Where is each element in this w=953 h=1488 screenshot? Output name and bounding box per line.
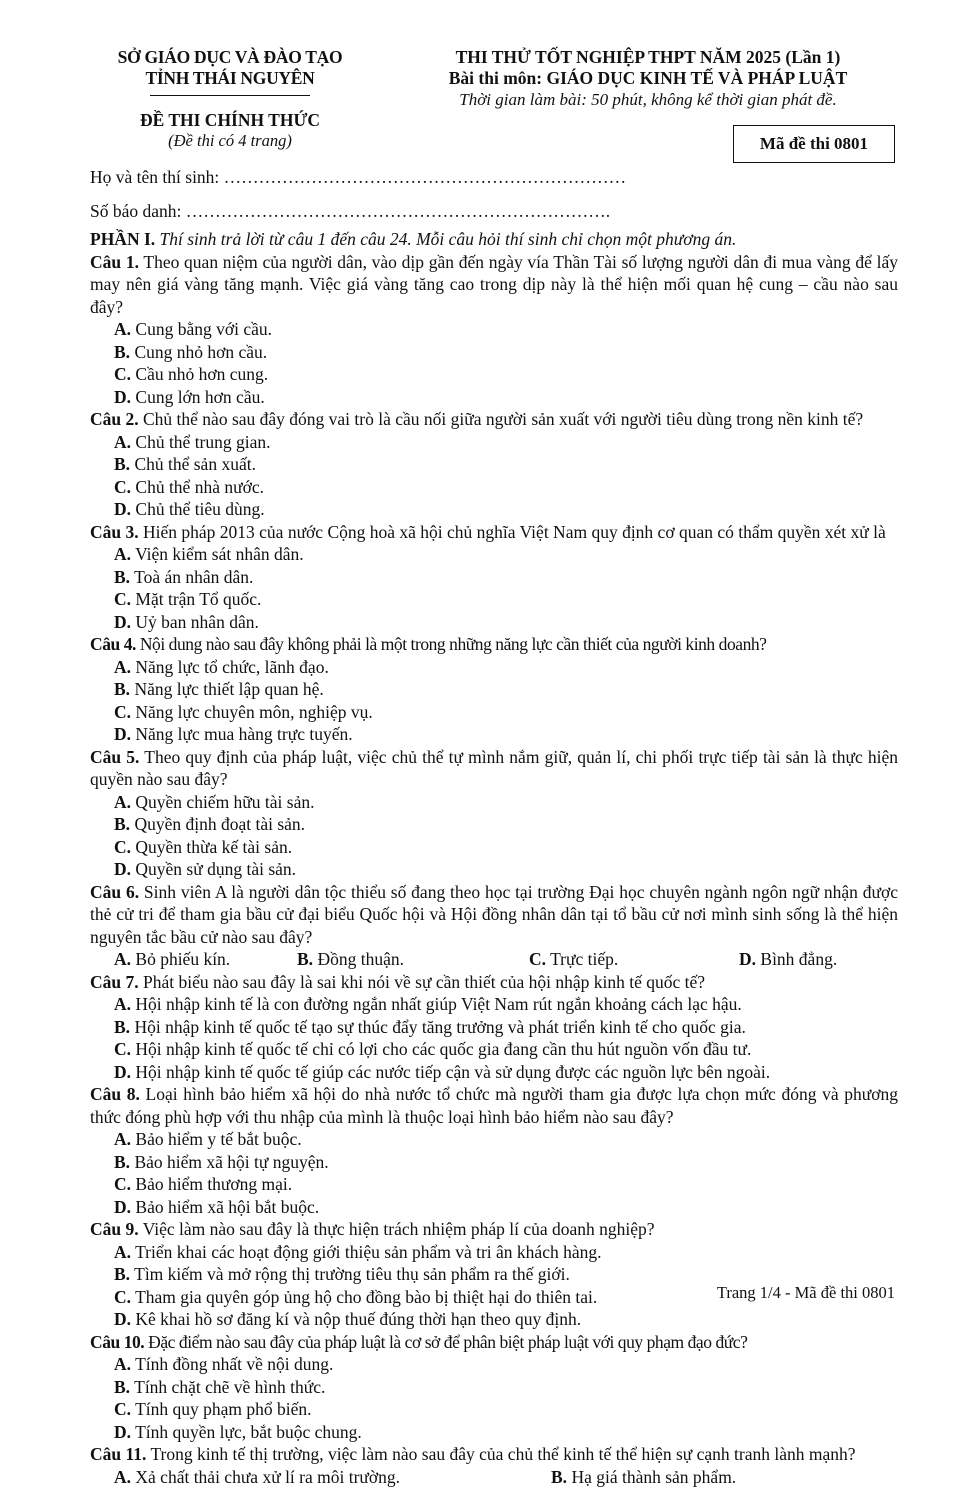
question-text: Loại hình bảo hiểm xã hội do nhà nước tổ chức mà người tham gia được lựa chọn mức đóng và phương thức đóng phù hợp với thu nhập của mình là thuộc loại hình bảo hiểm nào sau đây? [90,1084,898,1127]
option-b[interactable]: B. Tính chặt chẽ về hình thức. [114,1376,532,1399]
question-stem [90,633,898,656]
question-stem [90,1218,898,1241]
option-c[interactable]: C. Mặt trận Tổ quốc. [114,588,532,611]
question-number: Câu 10. [90,1332,144,1352]
option-list [90,1466,898,1488]
question-3 [90,521,898,634]
option-b[interactable]: B. Cung nhỏ hơn cầu. [114,341,532,364]
question-text: Sinh viên A là người dân tộc thiểu số đang theo học tại trường Đại học chuyên ngành ngôn ngữ nhận được thẻ cử tri để tham gia bầu cử đại biểu Quốc hội và Hội đồng nhân dân tại tổ bầu cử nơi mình sinh sống là thể hiện nguyên tắc bầu cử nào sau đây? [90,882,898,947]
option-b[interactable]: B. Tìm kiếm và mở rộng thị trường tiêu thụ sản phẩm ra thế giới. [114,1263,894,1286]
question-number: Câu 2. [90,409,139,429]
option-d[interactable]: D. Hội nhập kinh tế quốc tế giúp các nước tiếp cận và sử dụng được các nguồn lực bên ngoài. [114,1061,894,1084]
option-list [90,318,898,408]
option-c[interactable]: C. Tính quy phạm phổ biến. [114,1398,532,1421]
question-9 [90,1218,898,1331]
question-text: Chủ thể nào sau đây đóng vai trò là cầu nối giữa người sản xuất với người tiêu dùng trong nền kinh tế? [143,409,863,429]
question-text: Đặc điểm nào sau đây của pháp luật là cơ sở để phân biệt pháp luật với quy phạm đạo đức? [148,1332,747,1352]
option-a[interactable]: A. Xả chất thải chưa xử lí ra môi trường. [114,1466,551,1488]
option-b[interactable]: B. Đồng thuận. [297,948,529,971]
question-10 [90,1331,898,1444]
option-a[interactable]: A. Quyền chiếm hữu tài sản. [114,791,532,814]
exam-code-box [733,125,895,163]
question-text: Việc làm nào sau đây là thực hiện trách nhiệm pháp lí của doanh nghiệp? [143,1219,655,1239]
question-text: Hiến pháp 2013 của nước Cộng hoà xã hội chủ nghĩa Việt Nam quy định cơ quan có thẩm quyền xét xử là [143,522,886,542]
question-number: Câu 9. [90,1219,139,1239]
option-list [90,993,898,1083]
question-2 [90,408,898,521]
question-text: Nội dung nào sau đây không phải là một trong những năng lực cần thiết của người kinh doanh? [140,634,767,654]
option-list [90,948,898,971]
part-instruction: Thí sinh trả lời từ câu 1 đến câu 24. Mỗi câu hỏi thí sinh chỉ chọn một phương án. [160,229,737,249]
question-11 [90,1443,898,1488]
header-right [418,47,878,110]
question-8 [90,1083,898,1218]
question-stem [90,521,898,544]
question-number: Câu 3. [90,522,139,542]
option-b[interactable]: B. Toà án nhân dân. [114,566,532,589]
option-c[interactable]: C. Năng lực chuyên môn, nghiệp vụ. [114,701,532,724]
question-4 [90,633,898,746]
option-b[interactable]: B. Chủ thể sản xuất. [114,453,532,476]
question-stem [90,1331,898,1354]
option-list [90,656,898,746]
question-stem [90,746,898,791]
official-label: ĐỀ THI CHÍNH THỨC [96,110,364,131]
question-number: Câu 8. [90,1084,140,1104]
question-6 [90,881,898,971]
option-list [90,543,898,633]
question-stem [90,1083,898,1128]
question-5 [90,746,898,881]
option-a[interactable]: A. Hội nhập kinh tế là con đường ngắn nhất giúp Việt Nam rút ngắn khoảng cách lạc hậu. [114,993,894,1016]
question-number: Câu 5. [90,747,139,767]
option-list [90,1353,898,1443]
option-c[interactable]: C. Trực tiếp. [529,948,739,971]
page-footer: Trang 1/4 - Mã đề thi 0801 [717,1283,895,1303]
part-title: PHẦN I. [90,229,155,249]
option-list [90,431,898,521]
option-c[interactable]: C. Bảo hiểm thương mại. [114,1173,532,1196]
question-text: Trong kinh tế thị trường, việc làm nào sau đây của chủ thể kinh tế thể hiện sự cạnh tranh lành mạnh? [150,1444,855,1464]
question-1 [90,251,898,409]
option-list [90,791,898,881]
option-d[interactable]: D. Tính quyền lực, bắt buộc chung. [114,1421,532,1444]
option-c[interactable]: C. Quyền thừa kế tài sản. [114,836,532,859]
page-count: (Đề thi có 4 trang) [96,131,364,151]
option-b[interactable]: B. Bảo hiểm xã hội tự nguyện. [114,1151,532,1174]
option-b[interactable]: B. Năng lực thiết lập quan hệ. [114,678,532,701]
question-stem [90,971,898,994]
question-stem [90,1443,898,1466]
option-d[interactable]: D. Năng lực mua hàng trực tuyến. [114,723,532,746]
option-d[interactable]: D. Bình đẳng. [739,948,869,971]
question-number: Câu 11. [90,1444,146,1464]
option-a[interactable]: A. Chủ thể trung gian. [114,431,532,454]
option-a[interactable]: A. Triển khai các hoạt động giới thiệu sản phẩm và tri ân khách hàng. [114,1241,894,1264]
option-c[interactable]: C. Chủ thể nhà nước. [114,476,532,499]
question-7 [90,971,898,1084]
candidate-id-line: Số báo danh: ………………………………………………………………. [90,201,900,222]
question-stem [90,408,898,431]
question-stem [90,251,898,319]
option-a[interactable]: A. Viện kiểm sát nhân dân. [114,543,532,566]
question-text: Phát biểu nào sau đây là sai khi nói về sự cần thiết của hội nhập kinh tế quốc tế? [143,972,705,992]
option-b[interactable]: B. Hạ giá thành sản phẩm. [551,1466,736,1488]
question-number: Câu 4. [90,634,136,654]
option-b[interactable]: B. Quyền định đoạt tài sản. [114,813,532,836]
question-number: Câu 1. [90,252,139,272]
option-d[interactable]: D. Cung lớn hơn cầu. [114,386,532,409]
question-text: Theo quan niệm của người dân, vào dịp gần đến ngày vía Thần Tài số lượng người dân đi mua vàng để lấy may nên giá vàng tăng mạnh. Việc giá vàng tăng cao trong dịp này là thể hiện mối quan hệ cung – cầu nào sau đây? [90,252,898,317]
option-a[interactable]: A. Năng lực tổ chức, lãnh đạo. [114,656,532,679]
header-left [96,47,364,151]
option-d[interactable]: D. Chủ thể tiêu dùng. [114,498,532,521]
option-d[interactable]: D. Uỷ ban nhân dân. [114,611,532,634]
option-list [90,1128,898,1218]
option-d[interactable]: D. Quyền sử dụng tài sản. [114,858,532,881]
option-c[interactable]: C. Hội nhập kinh tế quốc tế chỉ có lợi cho các quốc gia đang cần thu hút nguồn vốn đầu tư. [114,1038,894,1061]
exam-title: THI THỬ TỐT NGHIỆP THPT NĂM 2025 (Lần 1) [418,47,878,68]
question-number: Câu 6. [90,882,139,902]
exam-subject: Bài thi môn: GIÁO DỤC KINH TẾ VÀ PHÁP LUẬT [418,68,878,89]
time-note: Thời gian làm bài: 50 phút, không kể thời gian phát đề. [418,89,878,110]
department-line-2: TỈNH THÁI NGUYÊN [96,68,364,89]
option-a[interactable]: A. Cung bằng với cầu. [114,318,532,341]
option-a[interactable]: A. Bỏ phiếu kín. [114,948,297,971]
option-d[interactable]: D. Bảo hiểm xã hội bắt buộc. [114,1196,532,1219]
question-text: Theo quy định của pháp luật, việc chủ thể tự mình nắm giữ, quản lí, chi phối trực tiếp tài sản là thực hiện quyền nào sau đây? [90,747,898,790]
header-divider [150,95,310,96]
candidate-name-line: Họ và tên thí sinh: …………………………………………………………… [90,167,900,188]
option-d[interactable]: D. Kê khai hồ sơ đăng kí và nộp thuế đúng thời hạn theo quy định. [114,1308,894,1331]
candidate-fields [90,167,900,222]
part-heading [90,228,898,251]
exam-code: Mã đề thi 0801 [760,134,868,154]
question-stem [90,881,898,949]
option-a[interactable]: A. Bảo hiểm y tế bắt buộc. [114,1128,532,1151]
option-a[interactable]: A. Tính đồng nhất về nội dung. [114,1353,532,1376]
option-c[interactable]: C. Tham gia quyên góp ủng hộ cho đồng bào bị thiệt hại do thiên tai. [114,1286,894,1309]
department-line-1: SỞ GIÁO DỤC VÀ ĐÀO TẠO [96,47,364,68]
question-number: Câu 7. [90,972,139,992]
option-b[interactable]: B. Hội nhập kinh tế quốc tế tạo sự thúc đẩy tăng trưởng và phát triển kinh tế cho quốc gia. [114,1016,894,1039]
option-c[interactable]: C. Cầu nhỏ hơn cung. [114,363,532,386]
